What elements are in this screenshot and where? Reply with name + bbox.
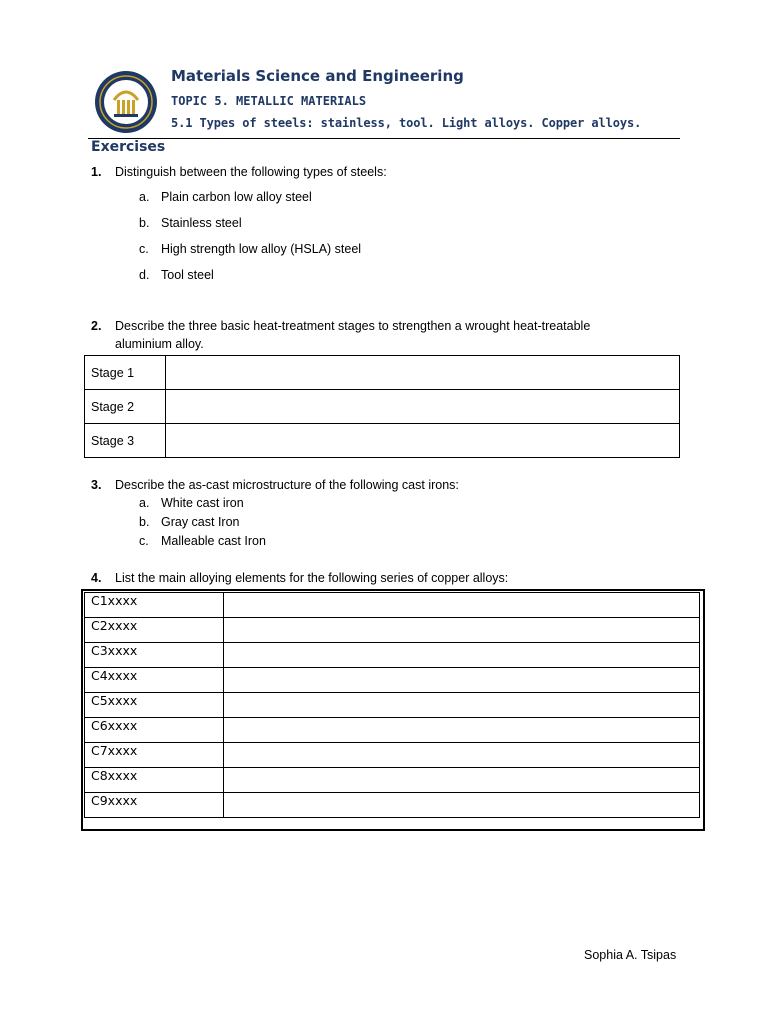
stage-label: Stage 3 [85,424,166,458]
stages-table [84,355,680,458]
header-divider [88,138,680,139]
table-row [85,424,680,458]
table-row [85,643,700,668]
question-number: 2. [91,319,102,333]
answer-cell[interactable] [224,793,700,818]
series-label: C5xxxx [85,693,224,718]
table-row [85,768,700,793]
table-row [85,356,680,390]
item-letter: a. [139,496,150,510]
document-title: Materials Science and Engineering [171,67,464,85]
answer-cell[interactable] [224,593,700,618]
table-row [85,693,700,718]
item-text: Plain carbon low alloy steel [161,190,312,204]
series-label: C3xxxx [85,643,224,668]
item-letter: b. [139,216,150,230]
answer-cell[interactable] [224,668,700,693]
series-label: C4xxxx [85,668,224,693]
answer-cell[interactable] [166,390,680,424]
question-text: Distinguish between the following types of steels: [115,165,387,179]
item-text: White cast iron [161,496,244,510]
answer-cell[interactable] [224,618,700,643]
answer-cell[interactable] [166,424,680,458]
series-label: C7xxxx [85,743,224,768]
answer-cell[interactable] [224,643,700,668]
table-row [85,593,700,618]
item-text: Tool steel [161,268,214,282]
answer-cell[interactable] [224,768,700,793]
table-row [85,718,700,743]
series-label: C6xxxx [85,718,224,743]
copper-alloys-table [84,592,700,818]
table-row [85,390,680,424]
item-letter: a. [139,190,150,204]
answer-cell[interactable] [224,693,700,718]
question-text: Describe the three basic heat-treatment stages to strengthen a wrought heat-treatable [115,319,591,333]
item-text: High strength low alloy (HSLA) steel [161,242,362,256]
series-label: C8xxxx [85,768,224,793]
item-letter: c. [139,242,149,256]
stage-label: Stage 1 [85,356,166,390]
item-letter: c. [139,534,149,548]
university-seal-icon [94,70,158,134]
item-text: Malleable cast Iron [161,534,266,548]
author-name: Sophia A. Tsipas [584,948,677,962]
item-text: Gray cast Iron [161,515,240,529]
question-number: 4. [91,571,102,585]
table-row [85,793,700,818]
answer-cell[interactable] [224,718,700,743]
item-letter: d. [139,268,150,282]
item-text: Stainless steel [161,216,242,230]
answer-cell[interactable] [224,743,700,768]
table-row [85,618,700,643]
question-text: aluminium alloy. [115,337,204,351]
question-text: Describe the as-cast microstructure of the following cast irons: [115,478,459,492]
stage-label: Stage 2 [85,390,166,424]
series-label: C9xxxx [85,793,224,818]
series-label: C1xxxx [85,593,224,618]
table-row [85,668,700,693]
answer-cell[interactable] [166,356,680,390]
subtopic-heading: 5.1 Types of steels: stainless, tool. Light alloys. Copper alloys. [171,116,642,130]
question-text: List the main alloying elements for the following series of copper alloys: [115,571,509,585]
topic-heading: TOPIC 5. METALLIC MATERIALS [171,94,367,108]
section-title: Exercises [91,139,166,155]
question-number: 1. [91,165,102,179]
item-letter: b. [139,515,150,529]
table-row [85,743,700,768]
question-number: 3. [91,478,102,492]
series-label: C2xxxx [85,618,224,643]
